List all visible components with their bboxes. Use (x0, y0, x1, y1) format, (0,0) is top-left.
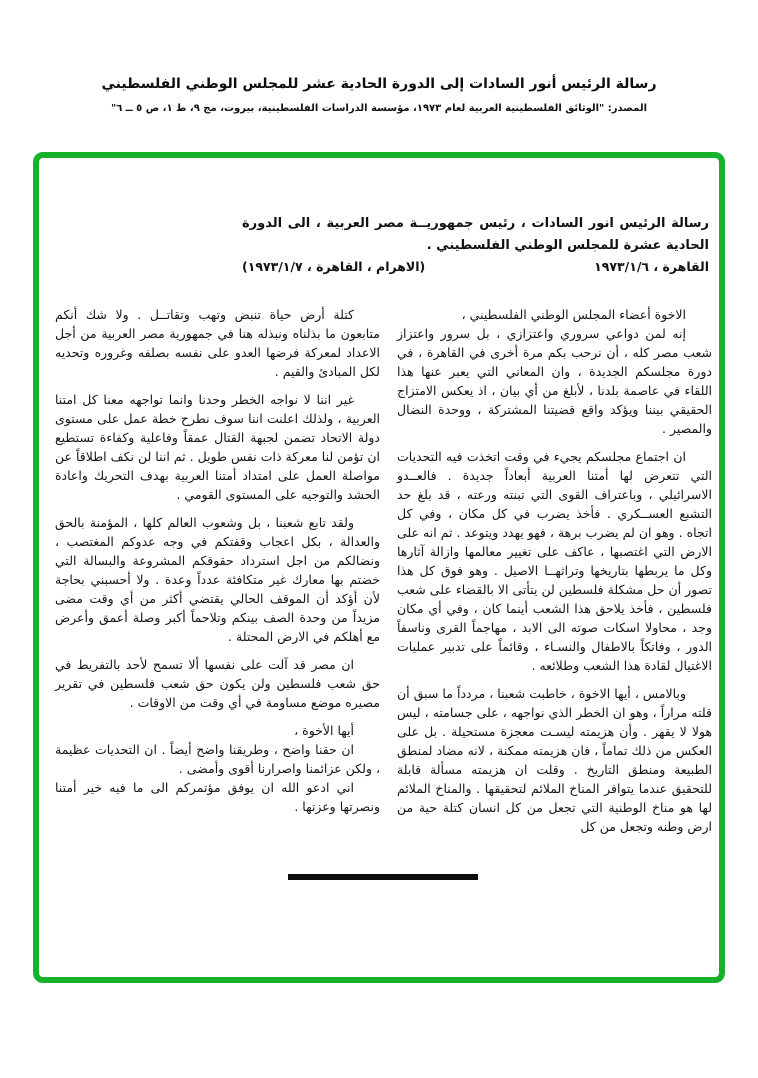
dateline-row (242, 259, 709, 274)
paragraph: اني ادعو الله ان يوفق مؤتمركم الى ما فيه خير أمتنا ونصرتها وعزتها . (55, 780, 380, 814)
source-citation: المصدر: "الوثائق الفلسطينية العربية لعام ١٩٧٣، مؤسسة الدراسات الفلسطينية، بيروت، مج ٩، ط ١، ص ٥ ــ ٦" (110, 103, 648, 114)
paragraph: كتلة أرض حياة تنبض وتهب وتقاتــل . ولا شك أنكم متابعون ما بذلناه ونبذله هنا في جمهورية مصر العربية من أجل الاعداد لمعركة فرضها العدو على نفسه بصلفه وغروره وتحديه لكل المبادئ والقيم . (55, 307, 380, 379)
text-column-right (397, 305, 712, 836)
body-columns (55, 305, 712, 836)
dateline-publication: (الاهرام ، القاهرة ، ١٩٧٣/١/٧) (242, 259, 426, 274)
paragraph: ان مصر قد آلت على نفسها ألا تسمح لأحد بالتفريط في حق شعب فلسطين ولن يكون حق شعب فلسطين في تقرير مصيره موضع مساومة في أي وقت من الاوقات . (55, 657, 380, 710)
paragraph: ولقد تابع شعبنا ، بل وشعوب العالم كلها ، المؤمنة بالحق والعدالة ، بكل اعجاب وقفتكم في وجه عدوكم المغتصب ، ونضالكم من اجل استرداد حقوقكم المشروعة والبسالة التي خضتم بها معارك غير متكافئة عدداً وعدة . ولا أحسبني بحاجة لأن أؤكد أن الموقف الحالي يقتضي أكثر من أي وقت مضى مزيداً من وحدة الصف بينكم وتلاحماً أكبر وصلة أعمق وأعرض مع أهلكم في الارض المحتلة . (55, 515, 380, 644)
paragraph: وبالامس ، أيها الاخوة ، خاطبت شعبنا ، مردداً ما سبق أن قلته مراراً ، وهو ان الخطر الذي نواجهه ، على جسامته ، ليس هولا لا يقهر . وأن هزيمته ليسـت معجزة مستحيلة . بل على العكس من ذلك تماماً ، فان هزيمته ممكنة ، لانه مضاد لمنطق الطبيعة ومنطق التاريخ . وقلت ان هزيمته مسألة قابلة للتحقيق عندما يتوافر المناخ الملائم لتحقيقها . والمناخ الملائم لها هو مناخ الوطنية التي تجعل من كل انسان كتلة حية من ارض وطنه وتجعل من كل (397, 686, 712, 834)
paragraph: أيها الأخوة ، (294, 723, 354, 738)
document-frame (33, 152, 725, 983)
dateline-place-date: القاهرة ، ١٩٧٣/١/٦ (594, 259, 709, 274)
page-footer-bar (288, 874, 478, 880)
paragraph: ان حقنا واضح ، وطريقنا واضح أيضاً . ان التحديات عظيمة ، ولكن عزائمنا واصرارنا أقوى وأمضى . (55, 742, 380, 776)
paragraph: ان اجتماع مجلسكم يجيء في وقت اتخذت فيه التحديات التي تتعرض لها أمتنا العربية أبعاداً جديدة . فالعــدو الاسرائيلي ، وباعتراف القوى التي تبنته ورعته ، قد بلغ حد التشبع العســكري . فأخذ يضرب في كل مكان ، وفي كل اتجاه . وهو ان لم يضرب برهة ، فهو يهدد ويتوعد . ثم انه على الارض التي اغتصبها ، عاكف على تغيير معالمها وازالة آثارها وكل ما يربطها بتاريخها وتراثهــا الاصيل . وهو فوق كل هذا تصور أن حل مشكلة فلسطين لن يتأتى الا بالقضاء على شعب فلسطين ، فأخذ يلاحق هذا الشعب أينما كان ، وفي أي مكان وجد ، محاولا اسكات صوته الى الابد ، مهاجماً القرى وناسفاً الدور ، وفاتكاً بالاطفال والنسـاء ، وقائماً على تدبير عمليات الاغتيال لقادة هذا الشعب وطلائعه . (397, 449, 712, 673)
paragraph: إنه لمن دواعي سروري واعتزازي ، بل سرور واعتزاز شعب مصر كله ، أن نرحب بكم مرة أخرى في القاهرة ، في دورة مجلسكم الجديدة ، وان المعاني التي يعبر عنها هذا اللقاء في عاصمة بلدنا ، لأبلغ من أي بيان ، اذ يعكس الامتزاج الحقيقي بيننا ويؤكد واقع قضيتنا المشتركة ، ووحدة النضال والمصير . (397, 326, 712, 436)
document-heading: رسالة الرئيس انور السادات ، رئيس جمهوريــة مصر العربية ، الى الدورة الحادية عشرة للمجلس الوطني الفلسطيني . (242, 216, 709, 253)
paragraph: الاخوة أعضاء المجلس الوطني الفلسطيني ، (461, 307, 686, 322)
text-column-left (55, 305, 380, 836)
paragraph: غير اننا لا نواجه الخطر وحدنا وانما تواجهه معنا كل امتنا العربية ، ولذلك اعلنت اننا سوف نطرح خطة عمل على مستوى دولة الاتحاد تضمن لجبهة القتال عمقاً وفاعلية وكفاءة تستطيع ان تؤمن لنا معركة ذات نفس طويل . ثم اننا لن نكف اطلاقاً عن مواصلة العمل على امتداد أمتنا العربية بهدف التحريك واعادة الحشد والتوجيه على المستوى القومي . (55, 392, 380, 502)
page-title: رسالة الرئيس أنور السادات إلى الدورة الحادية عشر للمجلس الوطني الفلسطيني (101, 76, 657, 92)
